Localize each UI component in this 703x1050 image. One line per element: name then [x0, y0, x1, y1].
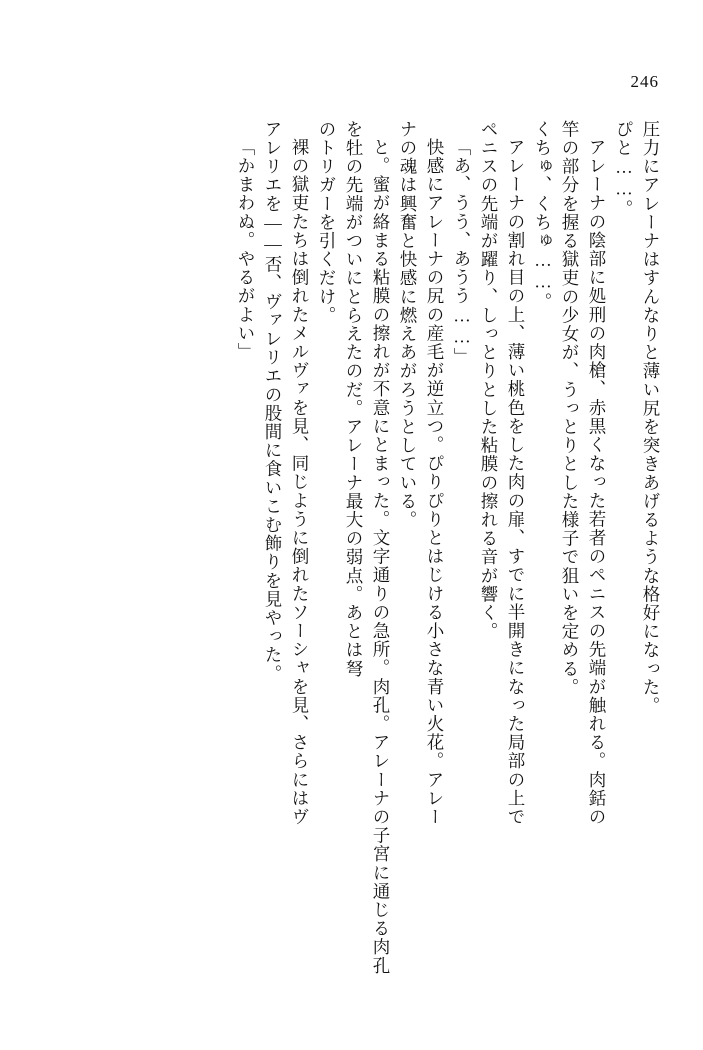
text-column: 竿の部分を握る獄吏の少女が、うっとりとした様子で狙いを定める。 — [560, 120, 580, 697]
text-column: ペニスの先端が躍り、しっとりとした粘膜の擦れる音が響く。 — [479, 120, 499, 641]
vertical-text-block — [60, 120, 659, 990]
text-column: 「かまわぬ。やるがよい」 — [236, 138, 256, 362]
text-column: ナの魂は興奮と快感に燃えあがろうとしている。 — [398, 120, 418, 530]
text-column: 快感にアレーナの尻の産毛が逆立つ。ぴりぴりとはじける小さな青い火花。アレー — [425, 138, 445, 827]
text-column: アレーナの陰部に処刑の肉槍、赤黒くなった若者のペニスの先端が触れる。肉銛の — [587, 138, 607, 827]
page-number: 246 — [630, 72, 659, 91]
text-column: アレーナの割れ目の上、薄い桃色をした肉の扉、すでに半開きになった局部の上で — [506, 138, 526, 827]
text-column: ぴと……。 — [614, 120, 634, 218]
text-column: のトリガーを引くだけ。 — [317, 120, 337, 325]
text-column: を牡の先端がついにとらえたのだ。アレーナ最大の弱点。あとは弩 — [344, 120, 364, 678]
text-column: と。蜜が絡まる粘膜の擦れが不意にとまった。文字通りの急所。肉孔。アレーナの子宮に通じる肉孔 — [371, 138, 391, 975]
text-column: アレリエを——否、ヴァレリエの股間に食いこむ飾りを見やった。 — [263, 120, 283, 683]
text-column: くちゅ、くちゅ……。 — [533, 120, 553, 311]
text-column: 裸の獄吏たちは倒れたメルヴァを見、同じように倒れたソーシャを見、さらにはヴ — [290, 138, 310, 827]
text-column: 圧力にアレーナはすんなりと薄い尻を突きあげるような格好になった。 — [641, 120, 661, 716]
text-column: 「あ、うう、あうう……」 — [452, 138, 472, 367]
